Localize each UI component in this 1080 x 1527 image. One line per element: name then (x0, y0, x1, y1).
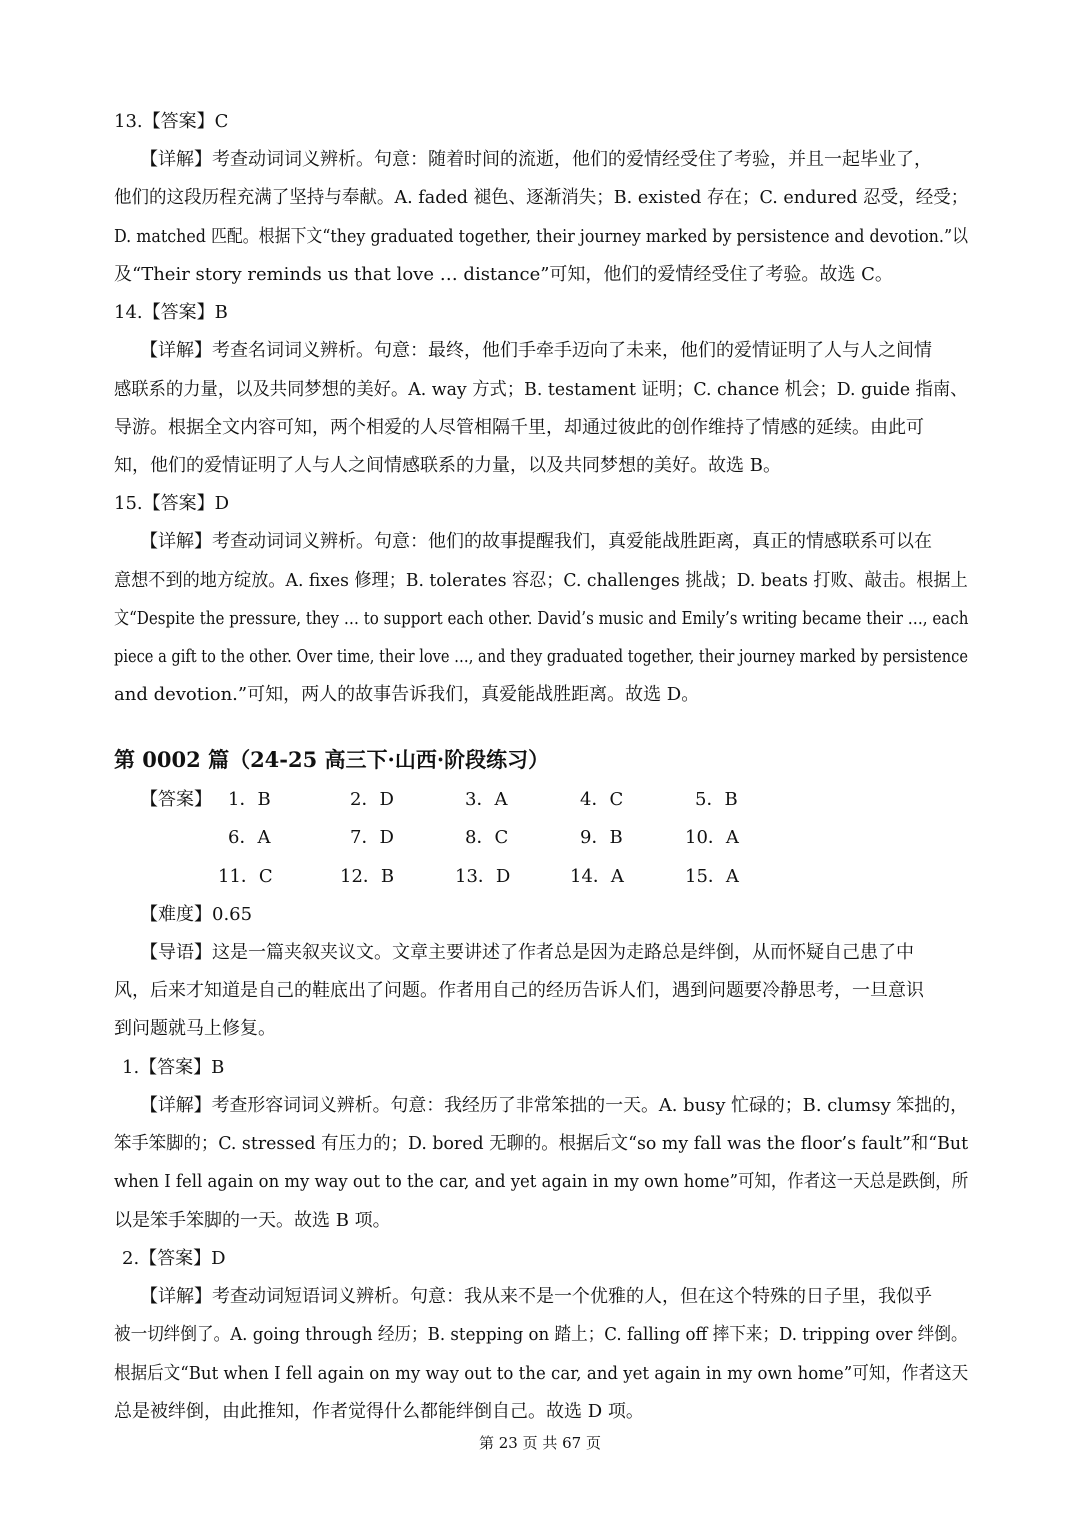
page-footer: 第 23 页 共 67 页 (478, 1434, 601, 1452)
answer-cell: 11．C (218, 866, 273, 887)
answer-cell: 8．C (465, 827, 509, 848)
q15-detail-line: 意想不到的地方绽放。A. fixes 修理；B. tolerates 容忍；C. challenges 挑战；D. beats 打败、敲击。根据上 (114, 570, 968, 591)
s2q2-answer: 2.【答案】D (122, 1248, 226, 1269)
q14-detail-line: 导游。根据全文内容可知，两个相爱的人尽管相隔千里，却通过彼此的创作维持了情感的延续。由此可 (114, 417, 924, 438)
s2q1-answer: 1.【答案】B (122, 1057, 225, 1078)
intro-line: 到问题就马上修复。 (114, 1018, 276, 1039)
s2q2-detail-line: 【详解】考查动词短语词义辨析。句意：我从来不是一个优雅的人，但在这个特殊的日子里，我似乎 (140, 1286, 932, 1307)
q13-detail-line: 【详解】考查动词词义辨析。句意：随着时间的流逝，他们的爱情经受住了考验，并且一起毕业了， (140, 149, 932, 170)
q13-detail-line: 他们的这段历程充满了坚持与奉献。A. faded 褪色、逐渐消失；B. existed 存在；C. endured 忍受，经受； (114, 187, 969, 208)
section-heading: 第 0002 篇（24-25 高三下·山西·阶段练习） (114, 747, 550, 772)
answer-cell: 3．A (465, 789, 508, 810)
answer-cell: 12．B (340, 866, 395, 887)
q14-detail-line: 感联系的力量，以及共同梦想的美好。A. way 方式；B. testament 证明；C. chance 机会；D. guide 指南、 (114, 379, 968, 400)
q15-detail-line: 文“Despite the pressure, they … to support each other. David’s music and Emily’s writing became their …, each (114, 608, 969, 629)
difficulty: 【难度】0.65 (140, 904, 253, 925)
q14-answer: 14.【答案】B (114, 302, 228, 323)
answer-cell: 15．A (685, 866, 739, 887)
q15-detail-line: 【详解】考查动词词义辨析。句意：他们的故事提醒我们，真爱能战胜距离，真正的情感联系可以在 (140, 531, 932, 552)
s2q2-detail-line: 被一切绊倒了。A. going through 经历；B. stepping on 踏上；C. falling off 摔下来；D. tripping over 绊倒。 (114, 1324, 968, 1345)
s2q2-detail-line: 根据后文“But when I fell again on my way out to the car, and yet again in my own home”可知，作者这天 (114, 1363, 969, 1384)
intro-line: 【导语】这是一篇夹叙夹议文。文章主要讲述了作者总是因为走路总是绊倒，从而怀疑自己患了中 (140, 942, 914, 963)
q14-detail-line: 知，他们的爱情证明了人与人之间情感联系的力量，以及共同梦想的美好。故选 B。 (114, 455, 781, 476)
answer-cell: 10．A (685, 827, 739, 848)
answer-grid (140, 788, 840, 898)
intro-line: 风，后来才知道是自己的鞋底出了问题。作者用自己的经历告诉人们，遇到问题要冷静思考，一旦意识 (114, 980, 924, 1001)
s2q1-detail-line: 【详解】考查形容词词义辨析。句意：我经历了非常笨拙的一天。A. busy 忙碌的；B. clumsy 笨拙的， (140, 1095, 968, 1116)
answer-cell: 14．A (570, 866, 624, 887)
answer-cell: 1．B (228, 789, 271, 810)
s2q1-detail-line: 以是笨手笨脚的一天。故选 B 项。 (114, 1210, 391, 1231)
q13-answer: 13.【答案】C (114, 111, 229, 132)
s2q2-detail-line: 总是被绊倒，由此推知，作者觉得什么都能绊倒自己。故选 D 项。 (114, 1401, 644, 1422)
answer-cell: 7．D (350, 827, 394, 848)
q13-detail-line: D. matched 匹配。根据下文“they graduated together, their journey marked by persistence and devotion.”以 (114, 226, 968, 247)
answer-cell: 2．D (350, 789, 394, 810)
q15-detail-line: piece a gift to the other. Over time, their love …, and they graduated together, their journey marked by persistence (114, 646, 968, 667)
s2q1-detail-line: 笨手笨脚的；C. stressed 有压力的；D. bored 无聊的。根据后文“so my fall was the floor’s fault”和“But (114, 1133, 969, 1154)
q13-detail-line: 及“Their story reminds us that love … distance”可知，他们的爱情经受住了考验。故选 C。 (114, 264, 893, 285)
q15-detail-line: and devotion.”可知，两人的故事告诉我们，真爱能战胜距离。故选 D。 (114, 684, 700, 705)
answer-cell: 9．B (580, 827, 623, 848)
q15-answer: 15.【答案】D (114, 493, 230, 514)
answer-cell: 4．C (580, 789, 624, 810)
answer-cell: 13．D (455, 866, 511, 887)
answer-cell: 6．A (228, 827, 271, 848)
q14-detail-line: 【详解】考查名词词义辨析。句意：最终，他们手牵手迈向了未来，他们的爱情证明了人与人之间情 (140, 340, 932, 361)
s2q1-detail-line: when I fell again on my way out to the car, and yet again in my own home”可知，作者这一天总是跌倒，所 (114, 1171, 969, 1192)
answer-cell: 5．B (695, 789, 738, 810)
answers-label: 【答案】 (140, 789, 212, 810)
